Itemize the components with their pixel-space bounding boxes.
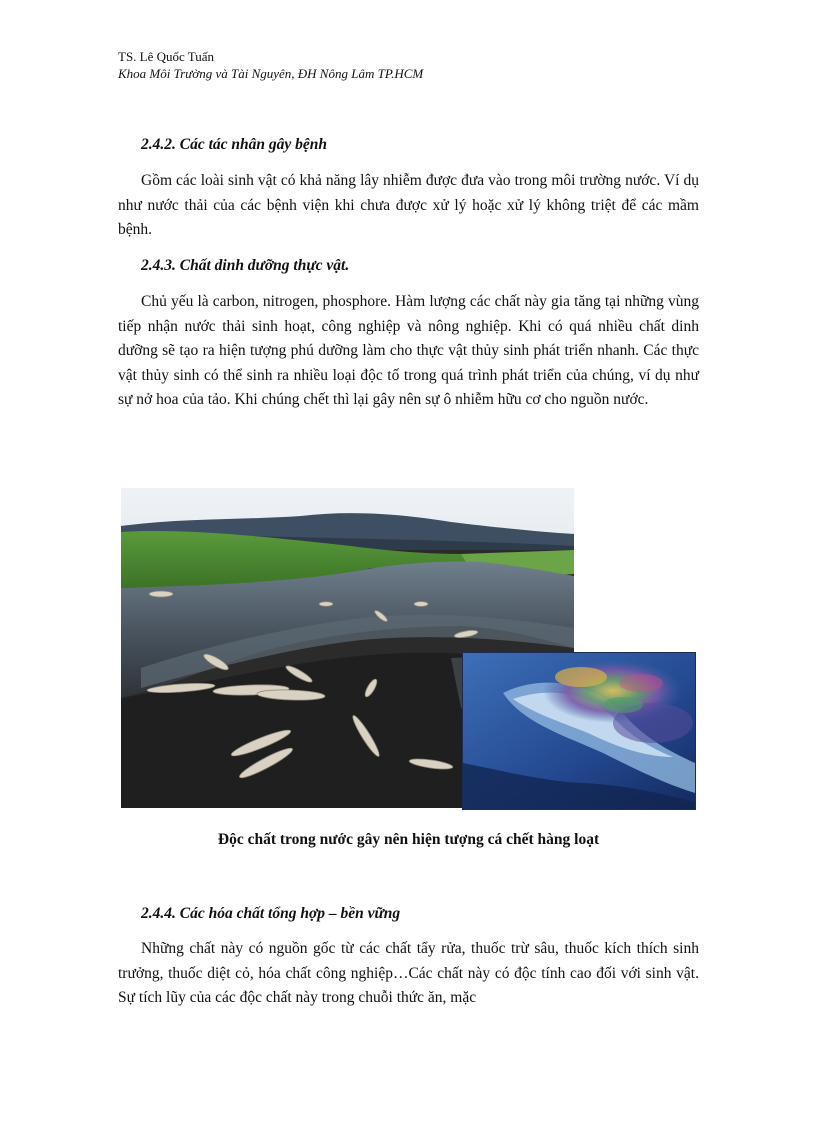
affiliation: Khoa Môi Trường và Tài Nguyên, ĐH Nông Lâm TP.HCM (118, 66, 424, 81)
paragraph-pathogens: Gồm các loài sinh vật có khả năng lây nhiễm được đưa vào trong môi trường nước. Ví dụ như nước thải của các bệnh viện khi chưa được xử lý hoặc xử lý không triệt để các mầm bệnh. (118, 172, 699, 239)
paragraph-synthetic-chemicals: Những chất này có nguồn gốc từ các chất tẩy rửa, thuốc trừ sâu, thuốc kích thích sinh trưởng, thuốc diệt cỏ, hóa chất công nghiệp…Các chất này có độc tính cao đối với sinh vật. Sự tích lũy của các độc chất này trong chuỗi thức ăn, mặc (118, 940, 699, 1007)
figure-caption: Độc chất trong nước gây nên hiện tượng cá chết hàng loạt (217, 831, 600, 848)
heading-2-4-2: 2.4.2. Các tác nhân gây bệnh (141, 136, 328, 153)
heading-2-4-4: 2.4.4. Các hóa chất tổng hợp – bền vững (141, 905, 401, 922)
oil-sheen-image (463, 653, 695, 809)
photo-oil-sheen (462, 652, 696, 810)
paragraph-nutrients: Chủ yếu là carbon, nitrogen, phosphore. Hàm lượng các chất này gia tăng tại những vùng tiếp nhận nước thải sinh hoạt, công nghiệp và nông nghiệp. Khi có quá nhiều chất dinh dưỡng sẽ tạo ra hiện tượng phú dưỡng làm cho thực vật thủy sinh phát triển nhanh. Các thực vật thủy sinh có thể sinh ra nhiều loại độc tố trong quá trình phát triển của chúng, ví dụ như sự nở hoa của tảo. Khi chúng chết thì lại gây nên sự ô nhiễm hữu cơ cho nguồn nước. (118, 293, 699, 409)
page-header (118, 48, 423, 82)
author-name: TS. Lê Quốc Tuấn (118, 49, 215, 64)
heading-2-4-3: 2.4.3. Chất dinh dưỡng thực vật. (141, 257, 350, 274)
